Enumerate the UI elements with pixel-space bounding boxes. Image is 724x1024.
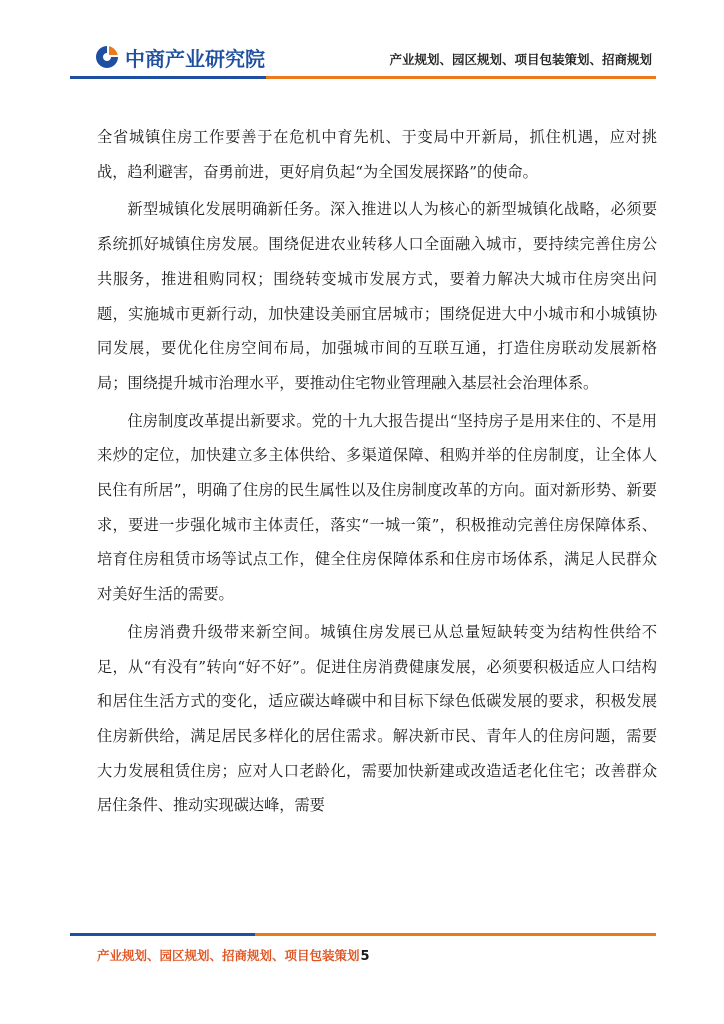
document-body xyxy=(97,120,657,823)
page-header xyxy=(0,0,724,90)
company-logo xyxy=(93,42,265,72)
footer-rule-orange xyxy=(255,933,656,936)
logo-text: 中商产业研究院 xyxy=(125,46,265,71)
paragraph-3: 住房制度改革提出新要求。党的十九大报告提出“坚持房子是用来住的、不是用来炒的定位，加快建立多主体供给、多渠道保障、租购并举的住房制度，让全体人民住有所居”，明确了住房的民生属性以及住房制度改革的方向。面对新形势、新要求，要进一步强化城市主体责任，落实“一城一策”，积极推动完善住房保障体系、培育住房租赁市场等试点工作，健全住房保障体系和住房市场体系，满足人民群众对美好生活的需要。 xyxy=(97,411,657,604)
page-number: 5 xyxy=(360,949,370,964)
header-rule-orange xyxy=(266,76,656,79)
paragraph-4: 住房消费升级带来新空间。城镇住房发展已从总量短缺转变为结构性供给不足，从“有没有”转向“好不好”。促进住房消费健康发展，必须要积极适应人口结构和居住生活方式的变化，适应碳达峰碳中和目标下绿色低碳发展的要求，积极发展住房新供给，满足居民多样化的居住需求。解决新市民、青年人的住房问题，需要大力发展租赁住房；应对人口老龄化，需要加快新建或改造适老化住宅；改善群众居住条件、推动实现碳达峰，需要 xyxy=(97,622,657,815)
footer-text: 产业规划、园区规划、招商规划、项目包装策划 xyxy=(97,948,360,963)
page-footer xyxy=(97,946,370,964)
paragraph-2: 新型城镇化发展明确新任务。深入推进以人为核心的新型城镇化战略，必须要系统抓好城镇住房发展。围绕促进农业转移人口全面融入城市，要持续完善住房公共服务，推进租购同权；围绕转变城市发展方式，要着力解决大城市住房突出问题，实施城市更新行动，加快建设美丽宜居城市；围绕促进大中小城市和小城镇协同发展，要优化住房空间布局，加强城市间的互联互通，打造住房联动发展新格局；围绕提升城市治理水平，要推动住宅物业管理融入基层社会治理体系。 xyxy=(97,200,657,392)
paragraph-1: 全省城镇住房工作要善于在危机中育先机、于变局中开新局，抓住机遇，应对挑战，趋利避害，奋勇前进，更好肩负起“为全国发展探路”的使命。 xyxy=(97,128,657,181)
header-tagline: 产业规划、园区规划、项目包装策划、招商规划 xyxy=(389,52,652,67)
header-rule-blue xyxy=(70,76,266,79)
cbi-logo-icon xyxy=(93,43,121,71)
footer-rule-blue xyxy=(70,933,255,936)
